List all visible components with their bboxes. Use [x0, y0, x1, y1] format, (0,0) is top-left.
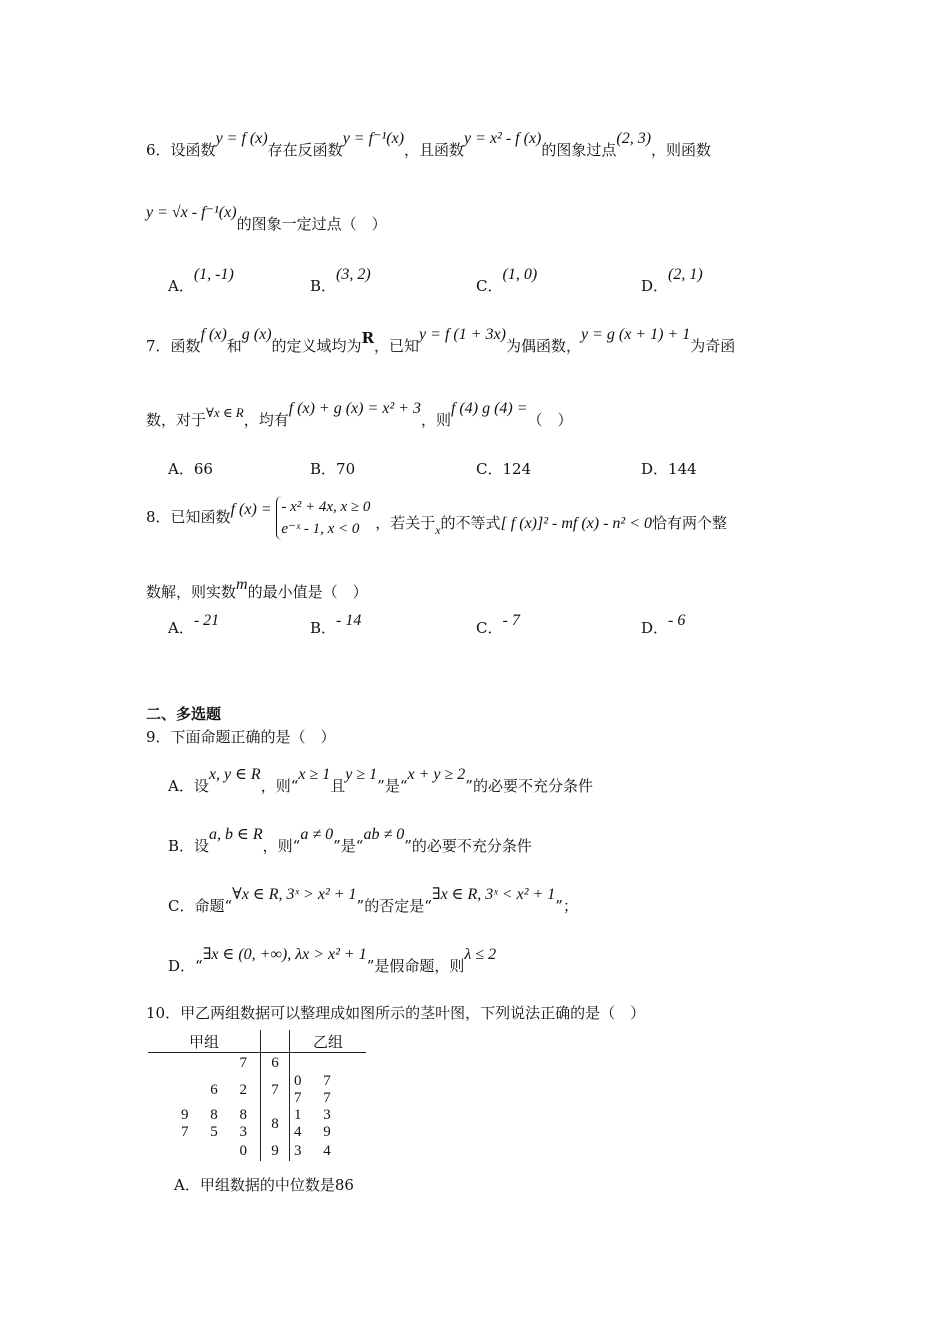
q6-option-b: B．(3, 2)	[310, 266, 371, 295]
stem-header	[261, 1030, 290, 1053]
q6-text: ，则函数	[651, 141, 712, 159]
q6-line2	[146, 204, 387, 235]
q8-line2: 数解，则实数m的最小值是（ ）	[146, 576, 368, 601]
q8-option-b: B．- 14	[310, 612, 362, 637]
q9-option-a: A．设x, y ∈ R，则“x ≥ 1且y ≥ 1”是“x + y ≥ 2”的必要不充分条件	[168, 766, 593, 795]
right-header: 乙组	[290, 1030, 367, 1053]
q8-line1: 8．已知函数f (x) = - x² + 4x, x ≥ 0 e⁻ˣ - 1, x < 0 ，若关于$_x$的不等式[ f (x)]² - mf (x) - n² < 0恰有两个整	[146, 496, 727, 540]
q6-text: 存在反函数	[267, 141, 343, 159]
q6-option-a: A．(1, -1)	[168, 266, 234, 295]
q6-text: ，且函数	[404, 141, 465, 159]
q7-option-b: B．70	[310, 460, 356, 478]
question-number: 9．	[146, 728, 171, 746]
table-row: 0 9 3 4	[148, 1141, 366, 1161]
q6-text: 设函数	[170, 141, 216, 159]
q9-stem: 9．下面命题正确的是（ ）	[146, 728, 336, 746]
question-number: 8．	[146, 508, 171, 526]
q6-option-c: C．(1, 0)	[476, 266, 538, 295]
q6-math: (2, 3)	[616, 130, 652, 147]
q6-math: y = f⁻¹(x)	[342, 130, 405, 147]
q10-stem: 10．甲乙两组数据可以整理成如图所示的茎叶图，下列说法正确的是（ ）	[146, 1004, 646, 1022]
table-row: 7 6	[148, 1053, 366, 1074]
q8-option-a: A．- 21	[168, 612, 220, 637]
piecewise-brace: - x² + 4x, x ≥ 0 e⁻ˣ - 1, x < 0	[276, 496, 370, 540]
q6-option-d: D．(2, 1)	[641, 266, 703, 295]
q8-option-c: C．- 7	[476, 612, 520, 637]
q9-option-c: C．命题“∀x ∈ R, 3ˣ > x² + 1”的否定是“∃x ∈ R, 3ˣ < x² + 1”；	[168, 886, 578, 915]
question-number: 7．	[146, 337, 171, 355]
section-heading: 二、多选题	[146, 705, 222, 723]
q6-text: 的图象过点	[541, 141, 617, 159]
table-row: 6 2 7 0 7 7 7	[148, 1073, 366, 1107]
q6-math: y = f (x)	[215, 130, 268, 147]
q10-option-a: A．甲组数据的中位数是86	[174, 1176, 354, 1194]
stem-leaf-plot	[148, 1030, 366, 1161]
q7-line2: 数，对于∀x ∈ R，均有f (x) + g (x) = x² + 3，则f (4) g (4) =（ ）	[146, 400, 573, 429]
table-row: 9 8 8 7 5 3 8 1 3 4 9	[148, 1107, 366, 1141]
q8-option-d: D．- 6	[641, 612, 686, 637]
q7-option-d: D．144	[641, 460, 697, 478]
q6-math: y = √x - f⁻¹(x)	[146, 204, 237, 221]
q7-line1: 7．函数f (x)和g (x)的定义域均为R，已知y = f (1 + 3x)为偶函数，y = g (x + 1) + 1为奇函	[146, 326, 736, 355]
q6-text: 的图象一定过点（ ）	[236, 215, 387, 233]
q9-option-b: B．设a, b ∈ R，则“a ≠ 0”是“ab ≠ 0”的必要不充分条件	[168, 826, 532, 855]
q6-line1	[146, 130, 712, 161]
question-number: 10．	[146, 1004, 181, 1022]
left-header: 甲组	[148, 1030, 261, 1053]
q7-option-c: C．124	[476, 460, 532, 478]
q6-math: y = x² - f (x)	[464, 130, 542, 147]
question-number: 6．	[146, 141, 171, 159]
q7-option-a: A．66	[168, 460, 213, 478]
q9-option-d: D．“∃x ∈ (0, +∞), λx > x² + 1”是假命题，则λ ≤ 2	[168, 946, 497, 975]
